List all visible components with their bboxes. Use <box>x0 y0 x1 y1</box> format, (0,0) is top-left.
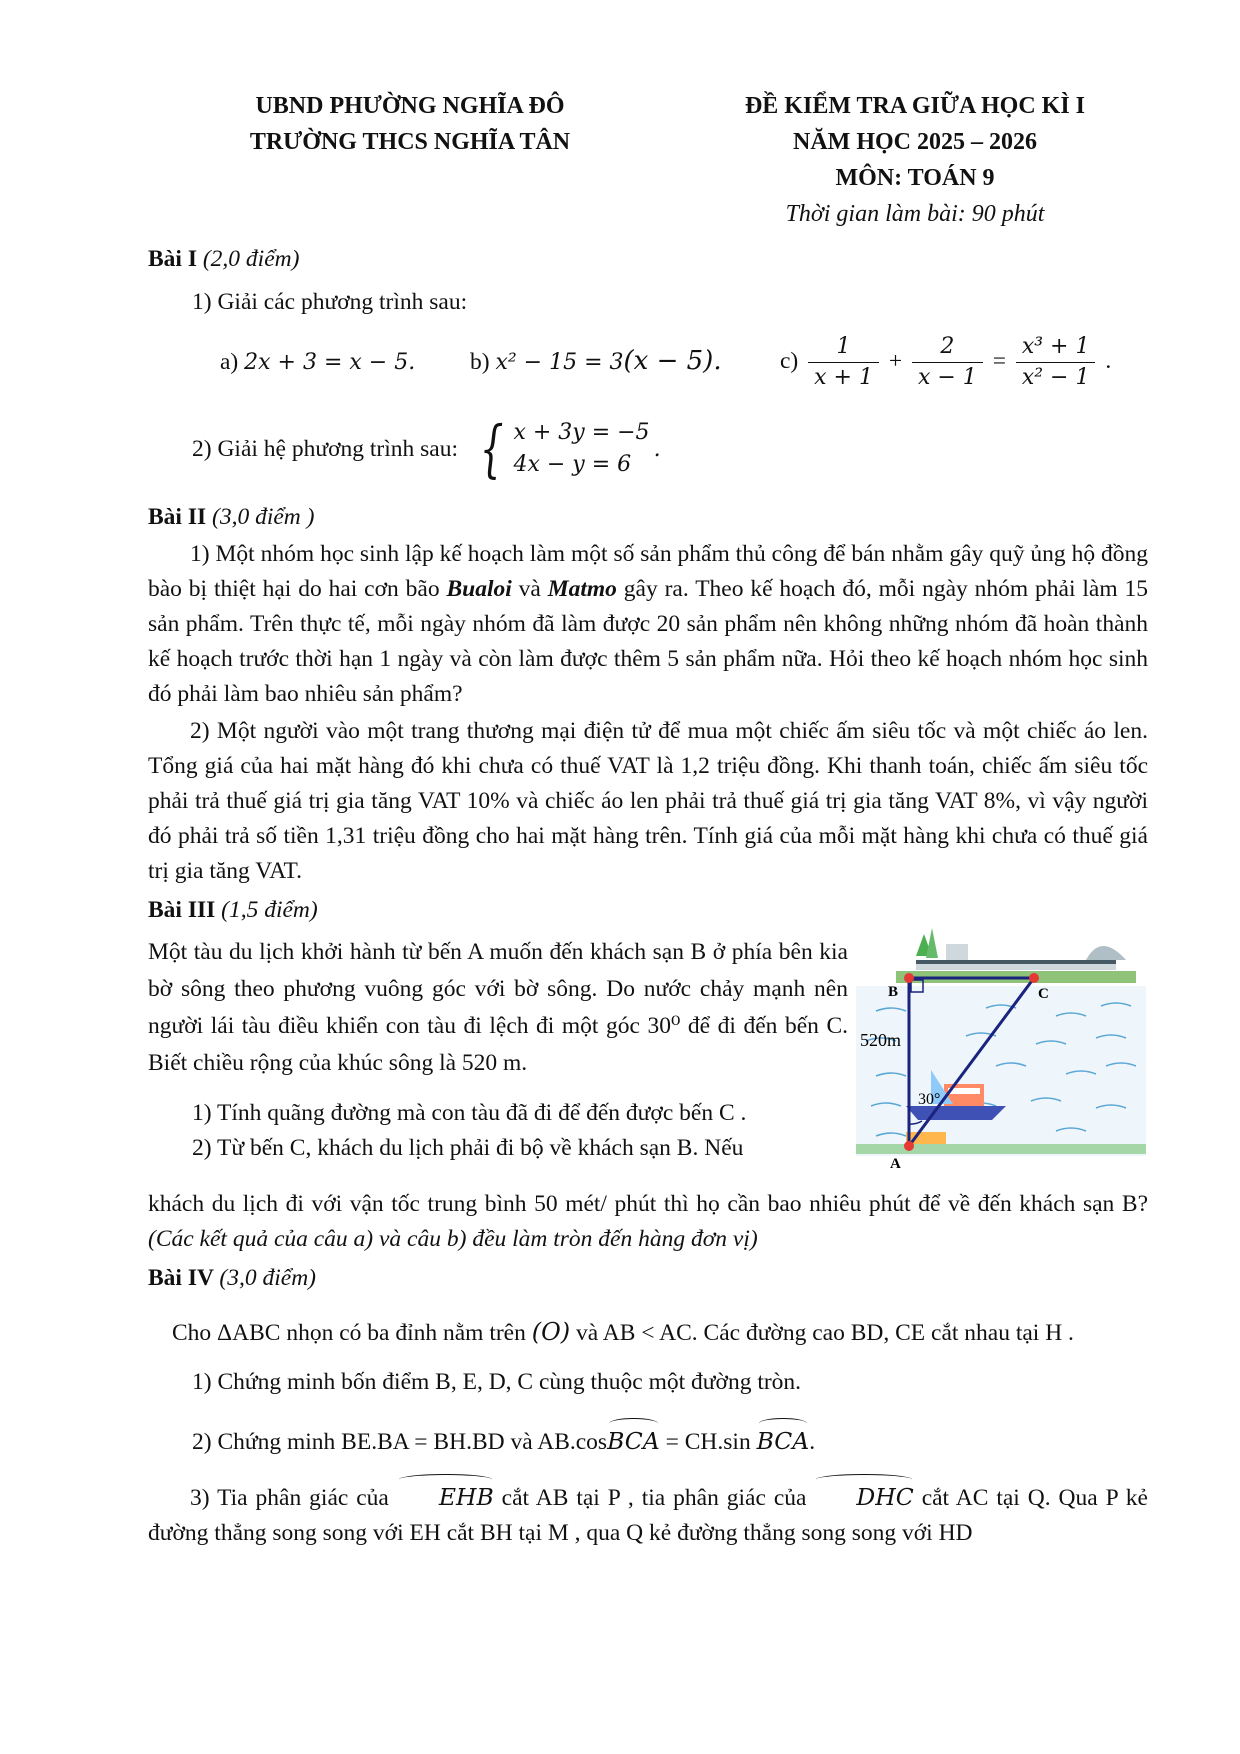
section-4-heading <box>148 1261 1148 1296</box>
equation-c-label: c) <box>780 347 799 374</box>
fraction-1 <box>808 332 879 393</box>
q2-text-b: = CH.sin <box>659 1429 757 1455</box>
section-1-heading <box>148 242 1148 277</box>
equation-c-end: . <box>1105 347 1112 374</box>
label-c: C <box>1038 986 1049 1002</box>
district-name: UBND PHƯỜNG NGHĨA ĐÔ <box>255 93 565 119</box>
system-line-1: x + 3y = −5 <box>513 420 650 445</box>
equation-a-label: a) <box>220 348 239 375</box>
section-3-question-2-start: 2) Từ bến C, khách du lịch phải đi bộ về khách sạn B. Nếu <box>192 1135 744 1161</box>
fraction-2-denominator: x − 1 <box>917 364 977 390</box>
question-2-text: khách du lịch đi với vận tốc trung bình 50 mét/ phút thì họ cần bao nhiêu phút để về đến khách sạn B? <box>148 1191 1148 1217</box>
equation-system <box>472 412 661 485</box>
section-4-title: Bài IV <box>148 1265 214 1291</box>
section-1-question-2: 2) Giải hệ phương trình sau: <box>192 435 458 462</box>
time-limit: Thời gian làm bài: 90 phút <box>785 201 1045 227</box>
section-3-text <box>148 928 848 1187</box>
plus-sign: + <box>888 347 903 374</box>
equation-c <box>780 332 1111 393</box>
section-1-points: (2,0 điểm) <box>202 246 300 272</box>
angle-dhc: DHC <box>814 1474 913 1515</box>
system-line-2: 4x − y = 6 <box>513 452 632 477</box>
point-a <box>904 1141 914 1151</box>
section-2-problem-2: 2) Một người vào một trang thương mại điện tử để mua một chiếc ấm siêu tốc và một chiếc áo len. Tổng giá của hai mặt hàng đó khi chưa có thuế VAT là 1,2 triệu đồng. Khi thanh toán, chiếc ấm siêu tốc phải trả thuế giá trị gia tăng VAT 10% và chiếc áo len phải trả thuế giá trị gia tăng VAT 8%, vì vậy người đó phải trả số tiền 1,31 triệu đồng cho hai mặt hàng trên. Tính giá của mỗi mặt hàng khi chưa có thuế giá trị gia tăng VAT. <box>148 718 1148 884</box>
angle-ehb: EHB <box>397 1474 494 1515</box>
intro-text-b: và AB < AC. Các đường cao BD, CE cắt nhau tại H . <box>570 1320 1074 1346</box>
point-b <box>904 973 914 983</box>
section-2-problem-1 <box>148 537 1148 712</box>
section-4-question-1: 1) Chứng minh bốn điểm B, E, D, C cùng thuộc một đường tròn. <box>192 1369 802 1395</box>
fraction-3-denominator: x² − 1 <box>1021 364 1090 390</box>
section-4-question-2 <box>148 1418 1148 1460</box>
equation-b-left: x² − 15 = 3 <box>495 350 624 375</box>
intro-text-a: Cho ΔABC nhọn có ba đỉnh nằm trên <box>172 1320 532 1346</box>
angle-label: 30° <box>918 1091 941 1108</box>
label-b: B <box>888 984 899 1000</box>
section-4-intro <box>148 1310 1148 1355</box>
angle-bca-2: BCA <box>757 1418 810 1459</box>
school-year: NĂM HỌC 2025 – 2026 <box>793 129 1037 155</box>
fraction-2 <box>912 332 983 393</box>
q3-text-a: 3) Tia phân giác của <box>190 1485 397 1511</box>
section-3-title: Bài III <box>148 897 216 923</box>
section-4-question-3 <box>148 1474 1148 1551</box>
equation-b-paren: (x − 5). <box>623 346 722 376</box>
q3-text-c: cắt AC tại Q. Qua P kẻ đường thẳng song song với EH cắt BH tại M , qua Q kẻ đường thẳng song song với HD <box>148 1485 1148 1546</box>
section-3-body <box>148 928 1148 1187</box>
angle-bca-1: BCA <box>607 1418 660 1459</box>
system-row <box>148 404 1148 494</box>
storm-name-2: Matmo <box>547 576 617 602</box>
equation-a <box>220 345 470 380</box>
river-figure <box>856 916 1146 1187</box>
system-lines <box>513 417 649 481</box>
fraction-3 <box>1016 332 1096 393</box>
header-right <box>680 88 1150 232</box>
section-1-title: Bài I <box>148 246 197 272</box>
system-end: . <box>653 436 661 462</box>
subject: MÔN: TOÁN 9 <box>835 165 995 191</box>
width-label: 520m <box>860 1030 902 1050</box>
section-3-question-1: 1) Tính quãng đường mà con tàu đã đi để đến được bến C . <box>192 1100 747 1126</box>
section-4-points: (3,0 điểm) <box>219 1265 316 1291</box>
exam-content <box>148 236 1148 1551</box>
rounding-note: (Các kết quả của câu a) và câu b) đều làm tròn đến hàng đơn vị) <box>148 1226 758 1252</box>
equation-b-label: b) <box>470 349 490 375</box>
q2-text-c: . <box>809 1429 816 1455</box>
q3-text-b: cắt AB tại P , tia phân giác của <box>493 1485 815 1511</box>
section-3-question-2-rest <box>148 1187 1148 1257</box>
problem-1-text-a: 1) Một nhóm học sinh lập kế hoạch làm một số sản phẩm thủ công để bán nhằm gây quỹ ủng hộ đồng bào bị thiệt hại do hai cơn bão <box>148 541 1148 602</box>
storm-name-1: Bualoi <box>446 576 512 602</box>
school-name: TRƯỜNG THCS NGHĨA TÂN <box>249 129 571 155</box>
equations-row <box>220 320 1148 404</box>
q2-text-a: 2) Chứng minh BE.BA = BH.BD và AB.cos <box>192 1429 608 1455</box>
brace-icon: { <box>479 412 504 485</box>
equation-b <box>470 344 780 380</box>
fraction-3-numerator: x³ + 1 <box>1016 332 1096 363</box>
equals-sign: = <box>992 347 1006 374</box>
exam-title: ĐỀ KIỂM TRA GIỮA HỌC KÌ I <box>744 93 1086 119</box>
river-water <box>856 986 1146 1156</box>
section-3-points: (1,5 điểm) <box>221 897 318 923</box>
point-c <box>1029 973 1039 983</box>
problem-1-text-b: và <box>511 576 548 602</box>
river-diagram <box>856 916 1146 1176</box>
label-a: A <box>890 1156 901 1172</box>
section-3-intro: Một tàu du lịch khởi hành từ bến A muốn đến khách sạn B ở phía bên kia bờ sông theo phương vuông góc với bờ sông. Do nước chảy mạnh nên người lái tàu điều khiển con tàu đi lệch đi một góc 30⁰ để đi đến bến C. Biết chiều rộng của khúc sông là 520 m. <box>148 939 848 1076</box>
fraction-2-numerator: 2 <box>912 332 983 363</box>
fraction-1-denominator: x + 1 <box>814 364 873 390</box>
section-2-points: (3,0 điểm ) <box>212 504 315 530</box>
circle-o: (O) <box>531 1318 571 1346</box>
header-left <box>190 88 630 160</box>
fraction-1-numerator: 1 <box>808 332 879 363</box>
problem-1-text-c: gây ra. Theo kế hoạch đó, mỗi ngày nhóm phải làm 15 sản phẩm. Trên thực tế, mỗi ngày nhóm đã làm được 20 sản phẩm nên không những nhóm đã hoàn thành kế hoạch trước thời hạn 1 ngày và còn làm được thêm 5 sản phẩm nữa. Hỏi theo kế hoạch nhóm học sinh đó phải làm bao nhiêu sản phẩm? <box>148 576 1148 707</box>
section-1-question-1: 1) Giải các phương trình sau: <box>192 289 468 315</box>
top-bank <box>896 928 1136 983</box>
section-2-heading <box>148 500 1148 535</box>
section-2-title: Bài II <box>148 504 207 530</box>
equation-a-text: 2x + 3 = x − 5. <box>244 349 416 375</box>
